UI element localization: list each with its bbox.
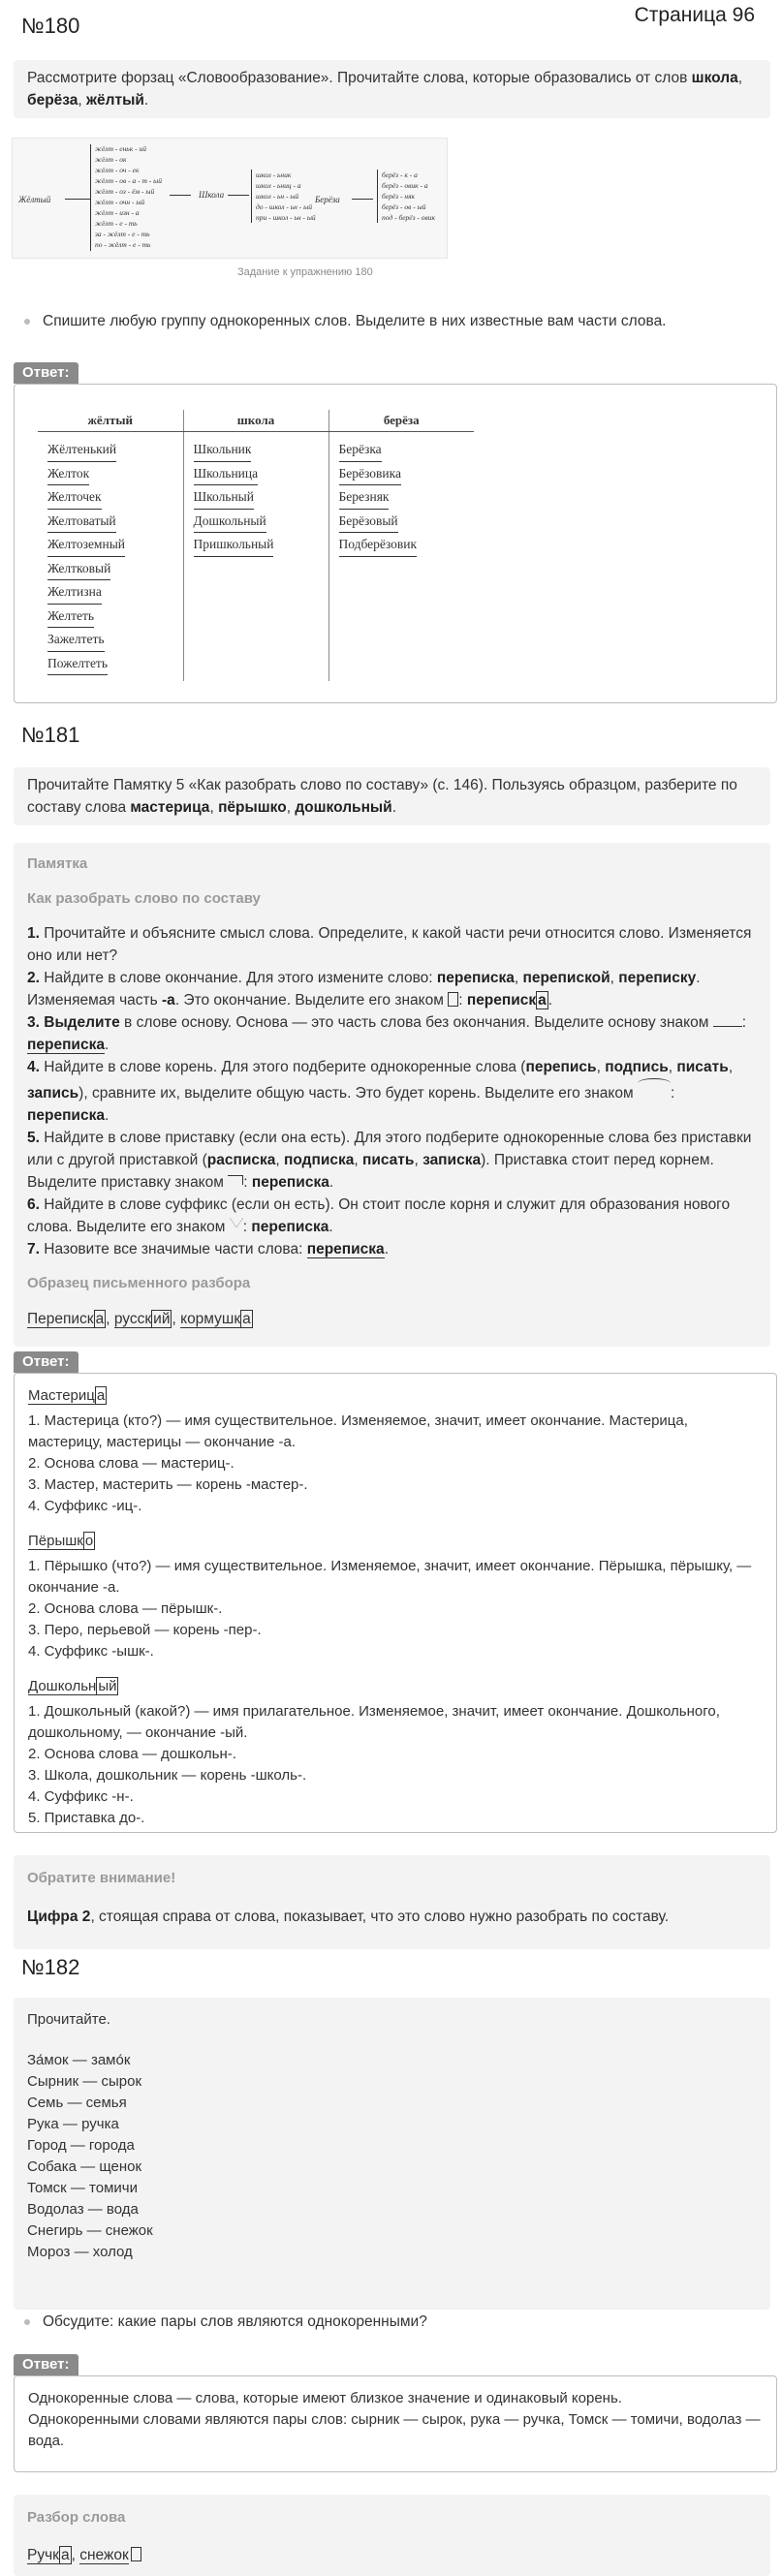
figure-word: жёлт - изн - а [95,208,140,217]
answer-ending: а [96,1387,106,1404]
step-text: : [741,1014,747,1031]
answer-lines-2 [28,1556,763,1662]
step-text: : [242,1219,252,1235]
exercise-number-182: №182 [21,1955,80,1979]
step-text: Найдите в слове корень. Для этого подберите однокоренные слова ( [39,1059,526,1075]
step-bold: переписка [251,1174,329,1191]
step-number: 6. [27,1196,40,1213]
step-sep: , [728,1059,734,1075]
figure-word: берёз - к - а [382,171,418,179]
step-text: . [104,1037,109,1053]
table-word: Жёлтенький [47,438,116,462]
sample-word-ending: а [95,1311,105,1327]
figure-list-1 [95,143,162,250]
step-sep: , [275,1152,284,1168]
figure-word: жёлт - очн - ый [95,198,145,206]
table-word: Школьник [194,438,252,462]
figure-caption: Задание к упражнению 180 [237,266,373,278]
table-word: Зажелтеть [47,628,105,652]
sample-sep: , [172,1311,181,1327]
read-instruction: Прочитайте. [27,2011,110,2028]
intro-word: жёлтый [86,92,144,109]
ex180-answer-box [14,384,777,703]
bullet [24,319,30,325]
table-word: Желтеть [47,605,94,629]
table-word: Желтоватый [47,510,116,534]
step-text: : [243,1174,252,1191]
answer-lines-3 [28,1701,763,1829]
word-pair: Рука — ручка [27,2116,119,2132]
step-number: 5. [27,1130,40,1146]
table-cell-row [339,533,465,557]
ex181-answer-box [14,1373,777,1833]
answer-stem: Мастериц [28,1387,95,1404]
stem-mark-icon [713,1026,742,1027]
prefix-mark-icon [228,1175,243,1185]
step-sep: , [596,1059,606,1075]
table-word: Пришкольный [194,533,274,557]
answer-line: 1. Мастерица (кто?) — имя существительное. Изменяемое, значит, имеет окончание. Мастерица, мастерицу, мастерицы — окончание -а. [28,1412,688,1450]
parse-box [14,2495,770,2576]
step-sep: , [668,1059,677,1075]
figure-word: школ - ьниц - а [256,181,301,190]
step-bold: подпись [605,1059,669,1075]
table-col-shkola [183,432,328,682]
word-pair: Собака — щенок [27,2158,142,2175]
table-cell-row [339,485,465,510]
step-bold: записка [422,1152,482,1168]
answer-line: 3. Перо, перьевой — корень -пер-. [28,1622,262,1638]
table-header: берёза [328,410,474,432]
intro-end: . [391,799,397,816]
figure-root: Берёза [315,195,340,204]
table-word: Школьница [194,462,259,486]
table-cell-row [47,628,173,652]
sample-word-stem: русск [113,1311,152,1327]
answer-line: 4. Суффикс -н-. [28,1788,134,1805]
sample-words [27,1308,757,1330]
sample-word-ending: а [242,1311,251,1327]
figure-word: жёлт - еньк - ий [95,144,146,153]
memo-step-7 [27,1238,757,1260]
figure-list-3 [382,170,435,223]
word-pairs [27,2050,757,2263]
table-cell-row [47,652,173,676]
step-text: . Изменяемая часть [27,970,701,1009]
table-cell-row [47,605,173,629]
intro-end: . [143,92,149,109]
figure-bracket [90,144,91,251]
ex180-intro [14,60,770,118]
answer-ending: о [84,1533,94,1549]
wordformation-figure [12,138,448,259]
figure-arrow [170,195,191,196]
table-word: Берёзка [339,438,382,462]
answer-word [28,1531,763,1552]
answer-line: 2. Основа слова — мастериц-. [28,1455,235,1472]
table-word: Желтизна [47,580,102,605]
table-word: Желтоземный [47,533,125,557]
step-text: Назовите все значимые части слова: [39,1241,307,1257]
intro-word: берёза [27,92,78,109]
answer-label: Ответ: [14,1351,78,1373]
step-bold: переписк [466,992,537,1009]
figure-word: при - школ - ьн - ый [256,213,316,222]
word-pair: Город — города [27,2137,135,2154]
step-text: . [328,1174,334,1191]
table-header: школа [183,410,328,432]
word-pair: Сырник — сырок [27,2073,142,2090]
figure-word: школ - ьник [256,171,292,179]
page-label: Страница 96 [634,4,755,26]
sample-title: Образец письменного разбора [27,1275,251,1291]
answer-line: 4. Суффикс -ышк-. [28,1643,154,1660]
step-text: Найдите в слове приставку (если она есть). Для этого подберите однокоренные слова без приставки или с другой приставкой ( [27,1130,752,1168]
step-bold: переписка [27,1107,105,1124]
table-cell-row [47,580,173,605]
memo-title: Памятка [27,855,88,872]
step-sep: , [610,970,619,986]
step-bold: писать [361,1152,415,1168]
word-table [38,410,474,681]
sample-word-ending: ий [153,1311,171,1327]
memo-step-2 [27,967,757,1011]
table-cell-row [47,510,173,534]
figure-word: под - берёз - овик [382,213,436,222]
answer-line: Однокоренными словами являются пары слов: сырник — сырок, рука — ручка, Томск — томичи, водолаз — вода. [28,2411,761,2449]
step-text: : [670,1085,675,1102]
parse-stem: снежок [79,2547,129,2563]
figure-word: школ - ьн - ый [256,192,299,201]
root-mark-icon [638,1078,671,1088]
parse-words [27,2544,757,2566]
step-bold: переписка [251,1219,329,1235]
exercise-number-181: №181 [21,723,80,747]
word-pair: За́мок — замо́к [27,2052,131,2068]
figure-word: по - жёлт - е - ть [95,240,151,249]
answer-line: 2. Основа слова — пёрышк-. [28,1600,223,1617]
step-bold: расписка [206,1152,276,1168]
sample-word-stem: кормушк [180,1311,241,1327]
note-body: , стоящая справа от слова, показывает, что это слово нужно разобрать по составу. [90,1909,670,1925]
figure-word: жёлт - ок [95,155,127,164]
word-pair: Снегирь — снежок [27,2222,153,2239]
word-pair: Томск — томичи [27,2180,138,2196]
table-cell-row [194,438,319,462]
step-bold: -а [162,992,175,1009]
intro-text: Рассмотрите форзац «Словообразование». Прочитайте слова, которые образовались от слов [27,70,692,86]
figure-arrow [65,199,90,200]
ex182-task: Обсудите: какие пары слов являются однокоренными? [43,2313,427,2330]
intro-sep: , [209,799,219,816]
answer-label: Ответ: [14,362,78,384]
note-title: Обратите внимание! [27,1870,176,1886]
step-bold: подписка [284,1152,355,1168]
answer-line: 1. Пёрышко (что?) — имя существительное. Изменяемое, значит, имеет окончание. Пёрышка, пёрышку, — окончание -а. [28,1558,752,1596]
memo-step-5 [27,1127,757,1194]
table-cell-row [47,462,173,486]
step-bold: переписку [618,970,697,986]
answer-stem: Пёрышк [28,1533,83,1549]
note-box [14,1855,770,1949]
answer-lines-1 [28,1411,763,1517]
table-col-zheltyi [38,432,183,682]
figure-arrow [228,195,249,196]
answer-line: 4. Суффикс -иц-. [28,1498,142,1514]
table-cell-row [194,462,319,486]
intro-word: пёрышко [218,799,287,816]
memo-subtitle: Как разобрать слово по составу [27,890,261,907]
figure-word: берёз - овик - а [382,181,428,190]
answer-line: Однокоренные слова — слова, которые имеют близкое значение и одинаковый корень. [28,2390,622,2406]
answer-line: 3. Школа, дошкольник — корень -школь-. [28,1767,307,1784]
step-text: Найдите в слове окончание. Для этого измените слово: [39,970,437,986]
figure-arrow [352,199,373,200]
ending-boxed: а [538,992,547,1009]
suffix-mark-icon [230,1218,243,1227]
step-number: 2. [27,970,40,986]
figure-bracket [377,170,378,223]
parse-title: Разбор слова [27,2509,126,2526]
sample-word-stem: Переписк [27,1311,94,1327]
table-word: Березняк [339,485,390,510]
bullet [24,2319,30,2325]
table-cell-row [47,438,173,462]
table-word: Берёзовый [339,510,398,534]
step-number: 4. [27,1059,40,1075]
step-bold: Выделите [39,1014,120,1031]
step-bold: перепиской [522,970,610,986]
answer-line: 2. Основа слова — дошкольн-. [28,1746,236,1762]
answer-word [28,1385,763,1407]
figure-root: Жёлтый [18,195,51,204]
word-pair: Мороз — холод [27,2244,133,2260]
table-cell-row [339,438,465,462]
memo-step-4 [27,1056,757,1127]
table-cell-row [47,557,173,581]
step-number: 3. [27,1014,40,1031]
step-text: . [384,1241,389,1257]
step-text: Прочитайте и объясните смысл слова. Определите, к какой части речи относится слово. Изменяется оно или нет? [27,925,752,964]
intro-text: Прочитайте Памятку 5 «Как разобрать слово по составу» (с. 146). Пользуясь образцом, разберите по составу слова [27,777,737,816]
figure-word: жёлт - е - ть [95,219,138,228]
memo-step-3 [27,1011,757,1056]
table-cell-row [194,485,319,510]
answer-line: 3. Мастер, мастерить — корень -мастер-. [28,1476,308,1493]
table-word: Пожелтеть [47,652,108,676]
step-text: : [458,992,467,1009]
step-bold: переписка [436,970,515,986]
step-number: 7. [27,1241,40,1257]
figure-list-2 [256,170,316,223]
step-sep: , [354,1152,362,1168]
step-text: . [547,992,553,1009]
step-text: ), сравните их, выделите общую часть. Это будет корень. Выделите его знаком [78,1085,638,1102]
table-cell-row [194,533,319,557]
table-word: Желточек [47,485,102,510]
exercise-number-180: №180 [21,14,80,38]
parse-sep: , [71,2547,80,2563]
table-cell-row [194,510,319,534]
step-bold: перепись [525,1059,597,1075]
figure-word: до - школ - ьн - ый [256,202,312,211]
step-text: ). Приставка стоит перед корнем. Выделите приставку знаком [27,1152,714,1191]
step-bold: запись [27,1085,79,1102]
memo-step-1 [27,922,757,967]
figure-word: за - жёлт - е - ть [95,230,150,238]
answer-word [28,1676,763,1697]
step-text: Найдите в слове суффикс (если он есть). Он стоит после корня и служит для образования нового слова. Выделите его знаком [27,1196,731,1235]
ex180-task: Спишите любую группу однокоренных слов. Выделите в них известные вам части слова. [43,313,667,329]
note-text [27,1906,757,1928]
table-word: Желтковый [47,557,110,581]
intro-sep: , [78,92,87,109]
empty-ending-icon [131,2547,141,2561]
figure-root: Школа [199,190,225,200]
table-word: Берёзовика [339,462,401,486]
memo-box [14,843,770,1347]
table-word: Дошкольный [194,510,266,534]
parse-stem: Ручк [27,2547,59,2563]
sample-sep: , [106,1311,114,1327]
figure-word: жёлт - ов - а - т - ый [95,176,162,185]
step-sep: , [414,1152,423,1168]
figure-word: жёлт - оз - ём - ый [95,187,155,196]
intro-word: дошкольный [295,799,392,816]
intro-sep: , [286,799,296,816]
intro-word: школа [691,70,738,86]
word-pair: Водолаз — вода [27,2201,139,2218]
table-word: Желток [47,462,89,486]
table-cell-row [47,533,173,557]
step-bold: переписка [27,1037,105,1053]
step-number: 1. [27,925,40,942]
table-cell-row [339,510,465,534]
intro-word: мастерица [130,799,210,816]
table-header: жёлтый [38,410,183,432]
answer-label: Ответ: [14,2354,78,2375]
answer-line: 1. Дошкольный (какой?) — имя прилагательное. Изменяемое, значит, имеет окончание. Дошкольного, дошкольному, — окончание -ый. [28,1703,720,1741]
ex182-read-box [14,1998,770,2310]
answer-line: 5. Приставка до-. [28,1810,145,1826]
step-text: . [328,1219,333,1235]
table-cell-row [339,462,465,486]
ex181-intro [14,767,770,825]
table-col-bereza [328,432,474,682]
figure-bracket [251,170,252,223]
step-bold: переписка [306,1241,385,1257]
table-cell-row [47,485,173,510]
step-text: в слове основу. Основа — это часть слова без окончания. Выделите основу знаком [119,1014,713,1031]
note-bold: Цифра 2 [27,1909,91,1925]
ending-mark-icon [448,992,458,1007]
parse-ending: а [60,2547,70,2563]
step-bold: писать [676,1059,729,1075]
figure-word: берёз - няк [382,192,416,201]
memo-step-6 [27,1194,757,1238]
figure-word: берёз - ов - ый [382,202,426,211]
step-text: . Это окончание. Выделите его знаком [174,992,449,1009]
ex182-answer-box [14,2375,777,2472]
table-word: Подберёзовик [339,533,418,557]
step-text: . [104,1107,109,1124]
table-word: Школьный [194,485,254,510]
word-pair: Семь — семья [27,2095,127,2111]
answer-stem: Дошкольн [28,1678,97,1694]
figure-word: жёлт - оч - ек [95,166,140,174]
intro-sep: , [737,70,743,86]
answer-ending: ый [98,1678,117,1694]
step-sep: , [514,970,523,986]
